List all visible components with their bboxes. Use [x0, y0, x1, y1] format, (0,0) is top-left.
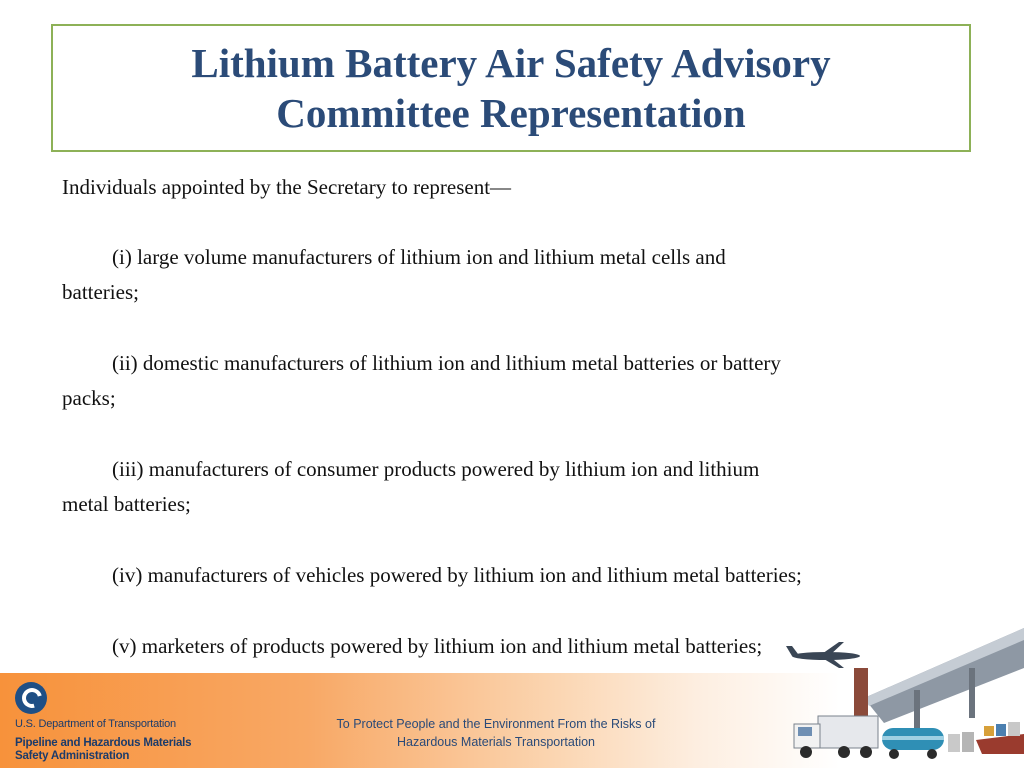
truck-icon [794, 716, 878, 758]
barrels-icon [948, 732, 974, 752]
mission-line-1: To Protect People and the Environment From the Risks of [336, 717, 656, 731]
airplane-icon [786, 642, 860, 668]
list-item-i-line-2: batteries; [62, 280, 139, 304]
slide-body [62, 170, 982, 700]
list-item-v-line-1: (v) marketers of products powered by lithium ion and lithium metal batteries; [112, 634, 763, 658]
list-item-i [62, 240, 982, 310]
list-item-iv [62, 558, 982, 593]
pipeline-icon [864, 628, 1024, 730]
list-item-ii-line-1: (ii) domestic manufacturers of lithium ion and lithium metal batteries or battery [112, 351, 781, 375]
list-item-iii [62, 452, 982, 522]
list-item-i-line-1: (i) large volume manufacturers of lithium ion and lithium metal cells and [112, 245, 726, 269]
mission-statement [318, 715, 674, 751]
intro-text: Individuals appointed by the Secretary to represent— [62, 175, 512, 199]
list-item-ii [62, 346, 982, 416]
administration-name-line-2: Safety Administration [15, 750, 130, 762]
list-item-iii-line-1: (iii) manufacturers of consumer products powered by lithium ion and lithium [112, 457, 760, 481]
list-item-iv-line-1: (iv) manufacturers of vehicles powered by lithium ion and lithium metal batteries; [112, 563, 802, 587]
transportation-modes-illustration [784, 628, 1024, 768]
list-item-ii-line-2: packs; [62, 386, 116, 410]
slide-title-line-2: Committee Representation [276, 90, 746, 136]
dot-seal-icon [15, 682, 47, 714]
mission-line-2: Hazardous Materials Transportation [396, 735, 595, 749]
slide-title-line-1: Lithium Battery Air Safety Advisory [191, 40, 831, 86]
agency-name: U.S. Department of Transportation [15, 718, 176, 730]
administration-name-line-1: Pipeline and Hazardous Materials [15, 737, 192, 749]
title-box [51, 24, 971, 152]
footer-banner [0, 673, 1024, 768]
list-item-iii-line-2: metal batteries; [62, 492, 191, 516]
tank-car-icon [882, 728, 944, 759]
cargo-ship-icon [976, 722, 1024, 754]
